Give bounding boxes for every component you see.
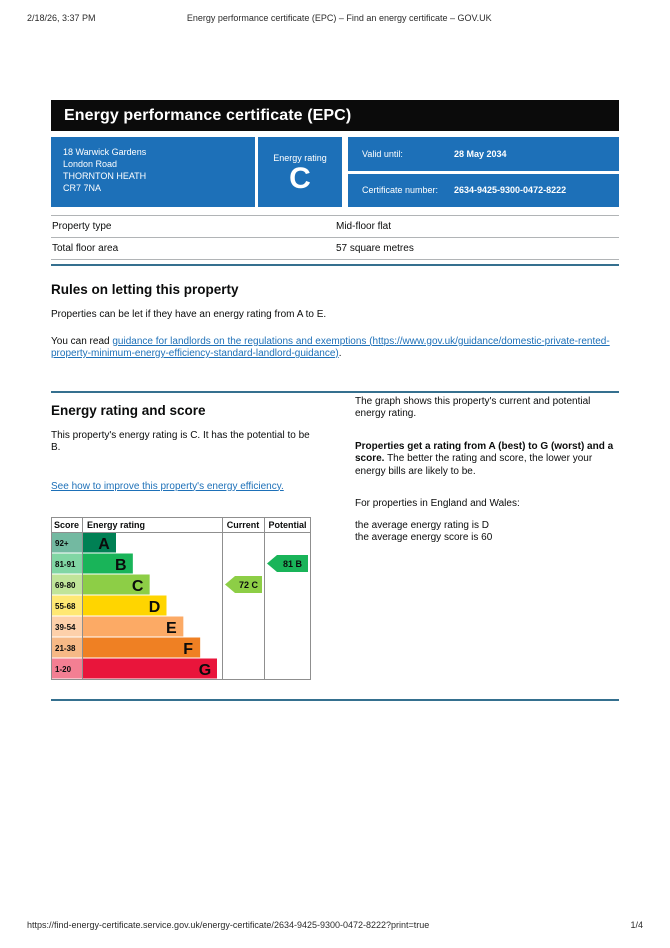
print-page-number: 1/4 (630, 920, 643, 930)
energy-rating-value: C (289, 161, 311, 195)
svg-text:81-91: 81-91 (55, 560, 76, 569)
valid-until-value: 28 May 2034 (454, 148, 507, 159)
svg-text:Score: Score (53, 520, 80, 530)
guidance-text-suffix: . (338, 348, 342, 359)
svg-text:39-54: 39-54 (55, 623, 76, 632)
average-score-line: the average energy score is 60 (355, 532, 493, 543)
landlord-guidance-link[interactable]: guidance for landlords on the regulations and exemptions (https://www.gov.uk/guidance/domestic-private-rented-property-minimum-energy-efficiency-standard-landlord-guidance) (51, 335, 610, 359)
svg-text:Energy rating: Energy rating (87, 520, 146, 530)
valid-until-row (348, 137, 619, 171)
rating-explanation-rest: The better the rating and score, the lower your energy bills are likely to be. (355, 453, 593, 477)
page-title: Energy performance certificate (EPC) (64, 106, 352, 124)
average-stats (355, 520, 619, 545)
table-row (51, 216, 619, 238)
rating-explanation (355, 441, 619, 479)
certificate-number-value: 2634-9425-9300-0472-8222 (454, 185, 567, 196)
section-divider (51, 264, 619, 266)
svg-text:69-80: 69-80 (55, 581, 76, 590)
section-divider (51, 699, 619, 701)
rules-paragraph: Properties can be let if they have an energy rating from A to E. (51, 309, 327, 320)
print-url: https://find-energy-certificate.service.gov.uk/energy-certificate/2634-9425-9300-0472-8222?print=true (27, 920, 430, 930)
browser-print-footer (27, 920, 643, 930)
svg-text:B: B (115, 557, 127, 574)
svg-text:1-20: 1-20 (55, 665, 72, 674)
property-details-table (51, 215, 619, 260)
svg-text:72 C: 72 C (238, 580, 259, 590)
certificate-meta (348, 137, 619, 207)
svg-text:D: D (148, 599, 161, 616)
property-type-label: Property type (51, 216, 335, 238)
print-datetime: 2/18/26, 3:37 PM (27, 13, 96, 23)
energy-rating-section (51, 393, 619, 686)
print-page-title: Energy performance certificate (EPC) – Find an energy certificate – GOV.UK (186, 13, 492, 23)
rating-right-column (355, 393, 619, 686)
svg-text:A: A (98, 536, 110, 553)
graph-description: The graph shows this property's current and potential energy rating. (355, 395, 591, 419)
svg-text:81 B: 81 B (282, 559, 303, 569)
floor-area-value: 57 square metres (335, 238, 619, 260)
address-line-4: CR7 7NA (63, 183, 102, 193)
svg-text:92+: 92+ (55, 539, 69, 548)
certificate-number-row (348, 174, 619, 208)
property-type-value: Mid-floor flat (335, 216, 619, 238)
valid-until-label: Valid until: (362, 148, 403, 159)
address-line-2: London Road (63, 159, 118, 169)
certificate-number-label: Certificate number: (362, 185, 439, 196)
rules-guidance-paragraph (51, 336, 619, 361)
rating-heading: Energy rating and score (51, 402, 206, 418)
average-rating-line: the average energy rating is D (355, 519, 489, 531)
certificate-summary (51, 137, 619, 207)
rules-heading: Rules on letting this property (51, 282, 239, 297)
address-line-1: 18 Warwick Gardens (63, 147, 147, 157)
property-address (51, 137, 255, 207)
address-line-3: THORNTON HEATH (63, 171, 147, 181)
guidance-text-prefix: You can read (51, 335, 113, 347)
svg-text:C: C (131, 578, 144, 595)
svg-text:Potential: Potential (268, 520, 307, 530)
energy-rating-label: Energy rating (273, 152, 327, 163)
floor-area-label: Total floor area (51, 238, 335, 260)
svg-text:G: G (198, 662, 212, 679)
energy-rating-box (258, 137, 342, 207)
rating-left-column (51, 393, 311, 686)
certificate-page (51, 100, 619, 701)
svg-text:E: E (165, 620, 177, 637)
improve-efficiency-link[interactable]: See how to improve this property's energy efficiency. (51, 480, 284, 492)
rating-explanation-bold: Properties get a rating from A (best) to G (worst) and a score. (355, 440, 614, 464)
rating-summary-text: This property's energy rating is C. It has the potential to be B. (51, 429, 310, 453)
rules-section (51, 282, 619, 361)
browser-print-header (27, 13, 643, 23)
svg-text:55-68: 55-68 (55, 602, 76, 611)
table-row (51, 238, 619, 260)
improve-link-paragraph (51, 481, 311, 494)
certificate-banner (51, 100, 619, 131)
svg-text:F: F (183, 641, 194, 658)
svg-text:21-38: 21-38 (55, 644, 76, 653)
england-wales-intro: For properties in England and Wales: (355, 498, 520, 509)
epc-rating-graph (51, 517, 311, 685)
svg-text:Current: Current (226, 520, 260, 530)
